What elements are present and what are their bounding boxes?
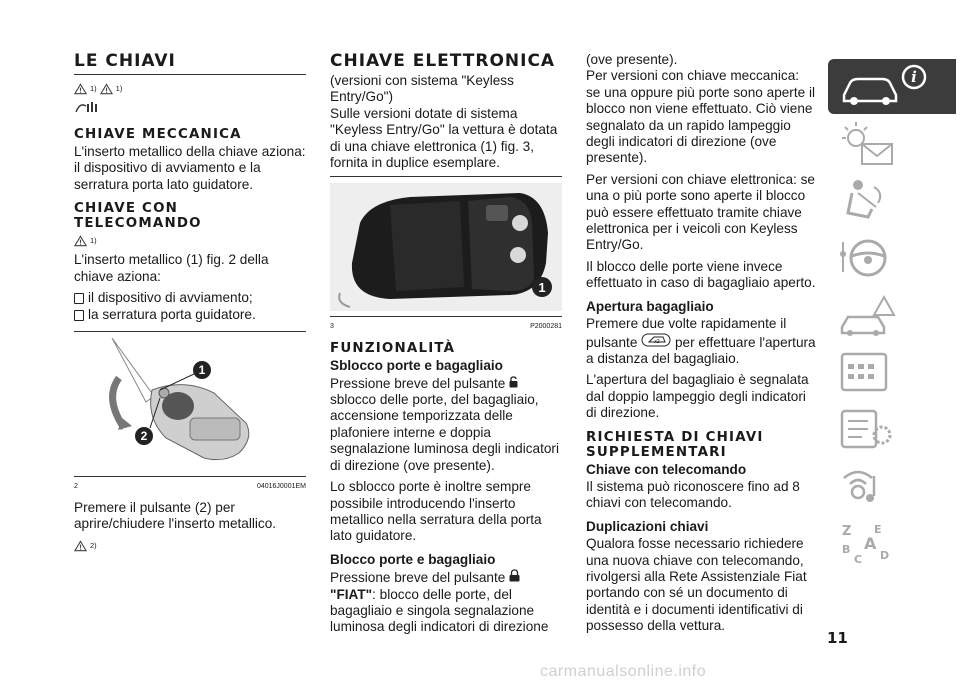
heading-chiave-tele: Chiave con telecomando — [586, 461, 747, 477]
paragraph-tele: L'inserto metallico (1) fig. 2 della chiave aziona: — [74, 252, 269, 284]
paragraph-sblocco-2: Lo sblocco porte è inoltre sempre possibile introducendo l'inserto metallico nella serratura della porta lato guidatore. — [330, 479, 542, 544]
electronic-key-photo — [330, 183, 562, 311]
tab-multimedia[interactable] — [828, 458, 956, 513]
svg-text:Z: Z — [842, 524, 852, 539]
bullet-box-icon — [74, 310, 84, 321]
warning-ref: 1) — [115, 84, 123, 93]
paragraph-blocco — [330, 569, 562, 636]
chapter-tabs — [828, 59, 956, 572]
text-segment: Pressione breve del pulsante — [330, 375, 506, 391]
svg-text:B: B — [842, 543, 851, 556]
heading-sblocco: Sblocco porte e bagagliaio — [330, 358, 503, 374]
warning-ref: 1) — [90, 236, 97, 246]
bullet-text: la serratura porta guidatore. — [88, 306, 256, 322]
warning-triangle-icon — [74, 235, 87, 247]
warning-ref: 2) — [90, 540, 97, 550]
column-2 — [330, 52, 562, 641]
heading-richiesta: RICHIESTA DI CHIAVI SUPPLEMENTARI — [586, 429, 764, 460]
paragraph-apertura-2: L'apertura del bagagliaio è segnalata dal doppio lampeggio degli indicatori di direzione. — [586, 372, 809, 421]
lock-icon — [509, 569, 520, 582]
warning-triangle-icon — [74, 83, 87, 95]
column-1 — [74, 52, 306, 557]
column-3 — [586, 52, 816, 640]
bullet-text: il dispositivo di avviamento; — [88, 290, 253, 306]
text-segment: Pressione breve del pulsante — [330, 570, 506, 586]
callout-2: 2 — [140, 429, 148, 444]
paragraph-bagagliaio: Il blocco delle porte viene invece effettuato in caso di bagagliaio aperto. — [586, 258, 816, 291]
text-segment: sblocco delle porte, del bagagliaio, accensione temporizzata delle plafoniere interne e doppia segnalazione luminosa degli indicatori di direzione (ove presente). — [330, 392, 559, 473]
paragraph-ove-presente: (ove presente). — [586, 52, 678, 67]
heading-blocco: Blocco porte e bagagliaio — [330, 551, 496, 567]
paragraph-versions: (versioni con sistema "Keyless Entry/Go") — [330, 73, 514, 105]
seat-airbag-icon — [828, 173, 956, 228]
svg-text:x2: x2 — [654, 338, 660, 345]
paragraph-keyless: Sulle versioni dotate di sistema "Keyless Entry/Go" la vettura è dotata di una chiave elettronica (1) fig. 3, fornita in duplice esemplare. — [330, 105, 558, 171]
svg-text:E: E — [874, 523, 882, 536]
unlock-icon — [509, 376, 518, 388]
heading-funzionalita: FUNZIONALITÀ — [330, 341, 456, 357]
warning-triangle-icon — [100, 83, 113, 95]
bullet-box-icon — [74, 293, 84, 304]
multimedia-icon — [828, 458, 956, 513]
figure-number: 3 — [330, 322, 334, 330]
warning-lights-icon — [828, 116, 956, 171]
paragraph-chiave-tele: Il sistema può riconoscere fino ad 8 chiavi con telecomando. — [586, 478, 800, 511]
car-accident-icon — [828, 287, 956, 342]
bullet-item — [74, 290, 306, 306]
warning-triangle-icon — [74, 540, 87, 552]
figure-number: 2 — [74, 483, 78, 491]
heading-apertura: Apertura bagagliaio — [586, 298, 714, 314]
text-segment: Premere due volte rapidamente il pulsante — [586, 316, 787, 350]
alphabet-index-icon — [828, 515, 956, 570]
steering-wheel-icon — [828, 230, 956, 285]
tab-safety[interactable] — [828, 173, 956, 228]
bullet-item — [74, 307, 306, 323]
paragraph-meccanica: Per versioni con chiave meccanica: se una oppure più porte sono aperte il blocco non viene effettuato. Ciò viene segnalato da un rapido lampeggio degli indicatori di direzione (ove presente). — [586, 68, 815, 166]
paragraph-mech: L'inserto metallico della chiave aziona: il dispositivo di avviamento e la serratura porta lato guidatore. — [74, 143, 306, 192]
paragraph-sblocco — [330, 376, 562, 474]
tab-warning-lights[interactable] — [828, 116, 956, 171]
tab-index[interactable] — [828, 515, 956, 570]
svg-text:i: i — [911, 68, 917, 86]
warning-ref: 1) — [90, 84, 97, 93]
text-segment: : blocco delle porte, del bagagliaio e singola segnalazione luminosa degli indicatori di direzione — [330, 586, 549, 635]
heading-chiave-meccanica: CHIAVE MECCANICA — [74, 126, 242, 142]
heading-chiave-telecomando: CHIAVE CON TELECOMANDO — [74, 201, 202, 232]
figure-rule — [74, 331, 306, 332]
warning-ref-after — [74, 538, 306, 554]
paragraph-duplicazioni: Qualora fosse necessario richiedere una nuova chiave con telecomando, rivolgersi alla Rete Assistenziale Fiat portando con sé un documento di identità e i documenti identificativi di possesso della vettura. — [586, 536, 807, 634]
callout-1: 1 — [198, 363, 206, 378]
maintenance-calendar-icon — [828, 344, 956, 399]
car-info-icon — [828, 59, 956, 114]
paragraph-after-fig: Premere il pulsante (2) per aprire/chiudere l'inserto metallico. — [74, 499, 277, 532]
tab-technical[interactable] — [828, 401, 956, 456]
title-rule — [74, 74, 306, 75]
svg-text:D: D — [880, 549, 890, 562]
figure-code: 04016J0001EM — [256, 483, 306, 491]
environment-icon — [74, 100, 100, 114]
watermark: carmanualsonline.info — [540, 663, 707, 680]
heading-duplicazioni: Duplicazioni chiavi — [586, 518, 709, 534]
figure-caption — [74, 477, 306, 495]
text-segment: per effettuare l'apertura a distanza del bagagliaio. — [586, 334, 816, 366]
tab-driving[interactable] — [828, 230, 956, 285]
text-segment: "FIAT" — [330, 586, 373, 602]
warning-refs — [74, 81, 306, 97]
figure-3 — [330, 183, 562, 335]
tab-emergency[interactable] — [828, 287, 956, 342]
figure-rule — [330, 176, 562, 177]
svg-text:C: C — [854, 553, 863, 566]
paragraph-elettronica: Per versioni con chiave elettronica: se una o più porte sono aperte il blocco può essere effettuato tramite chiave elettronica per i veicoli con Keyless Entry/Go. — [586, 171, 815, 253]
tab-maintenance[interactable] — [828, 344, 956, 399]
figure-code: P2000281 — [530, 322, 562, 330]
remote-key-illustration — [74, 338, 306, 472]
trunk-button-icon — [641, 333, 671, 347]
figure-caption — [330, 317, 562, 335]
paragraph-apertura — [586, 316, 816, 367]
tab-car-info[interactable] — [828, 59, 956, 114]
callout-1: 1 — [538, 280, 546, 296]
svg-text:A: A — [864, 534, 877, 553]
section-title-chiave-elettronica: CHIAVE ELETTRONICA — [330, 51, 556, 71]
page-number: 11 — [827, 629, 848, 647]
gear-settings-icon — [828, 401, 956, 456]
warning-ref-tele — [74, 233, 306, 249]
section-title-le-chiavi: LE CHIAVI — [74, 51, 176, 71]
figure-2 — [74, 338, 306, 496]
